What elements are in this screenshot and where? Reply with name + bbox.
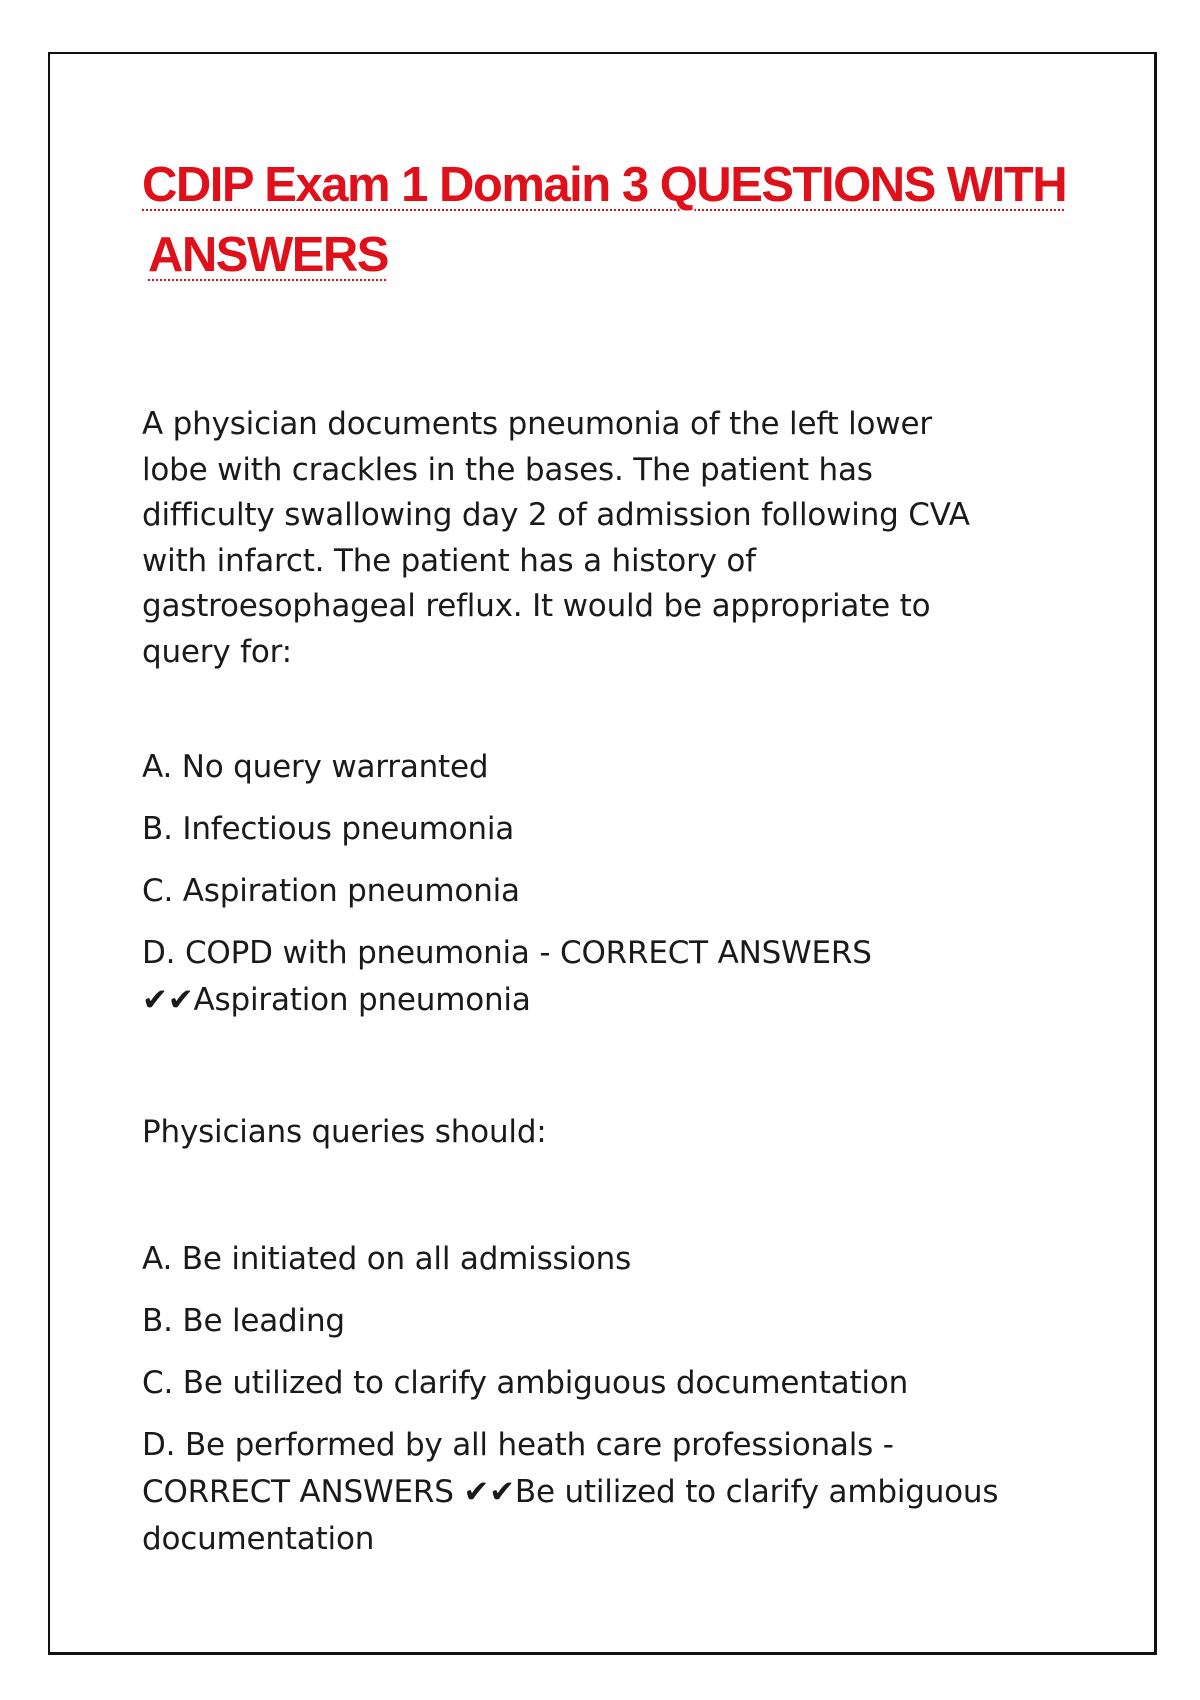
title-line-1: CDIP Exam 1 Domain 3 QUESTIONS WITH — [142, 158, 1067, 212]
question-1-text: A physician documents pneumonia of the left lower lobe with crackles in the bases. The patient has difficulty swallowing day 2 of admission following CVA with infarct. The patient has a history of gastroesophageal reflux. It would be appropriate to query for: — [142, 406, 970, 670]
question-1-correct-answer: ✔✔Aspiration pneumonia — [142, 982, 531, 1018]
question-1-option-d-text: D. COPD with pneumonia - CORRECT ANSWERS — [142, 935, 872, 971]
question-2-option-a: A. Be initiated on all admissions — [142, 1240, 632, 1277]
question-2-text: Physicians queries should: — [142, 1114, 547, 1150]
question-1-option-d — [142, 930, 1072, 1024]
question-2-option-d-text: D. Be performed by all heath care professionals - — [142, 1426, 894, 1463]
title-line-2: ANSWERS — [148, 228, 388, 282]
document-content — [142, 150, 1072, 1578]
question-2-option-d — [142, 1422, 1042, 1563]
document-title — [142, 150, 1072, 290]
question-1-option-c: C. Aspiration pneumonia — [142, 873, 520, 909]
question-2-options — [142, 1236, 1072, 1563]
question-2-correct-answer: CORRECT ANSWERS ✔✔Be utilized to clarify ambiguous documentation — [142, 1473, 999, 1557]
question-1-option-a: A. No query warranted — [142, 749, 489, 785]
question-2-option-c: C. Be utilized to clarify ambiguous documentation — [142, 1364, 909, 1401]
question-1-option-b: B. Infectious pneumonia — [142, 811, 515, 847]
question-1-options — [142, 744, 1072, 1024]
question-2-option-b: B. Be leading — [142, 1302, 345, 1339]
